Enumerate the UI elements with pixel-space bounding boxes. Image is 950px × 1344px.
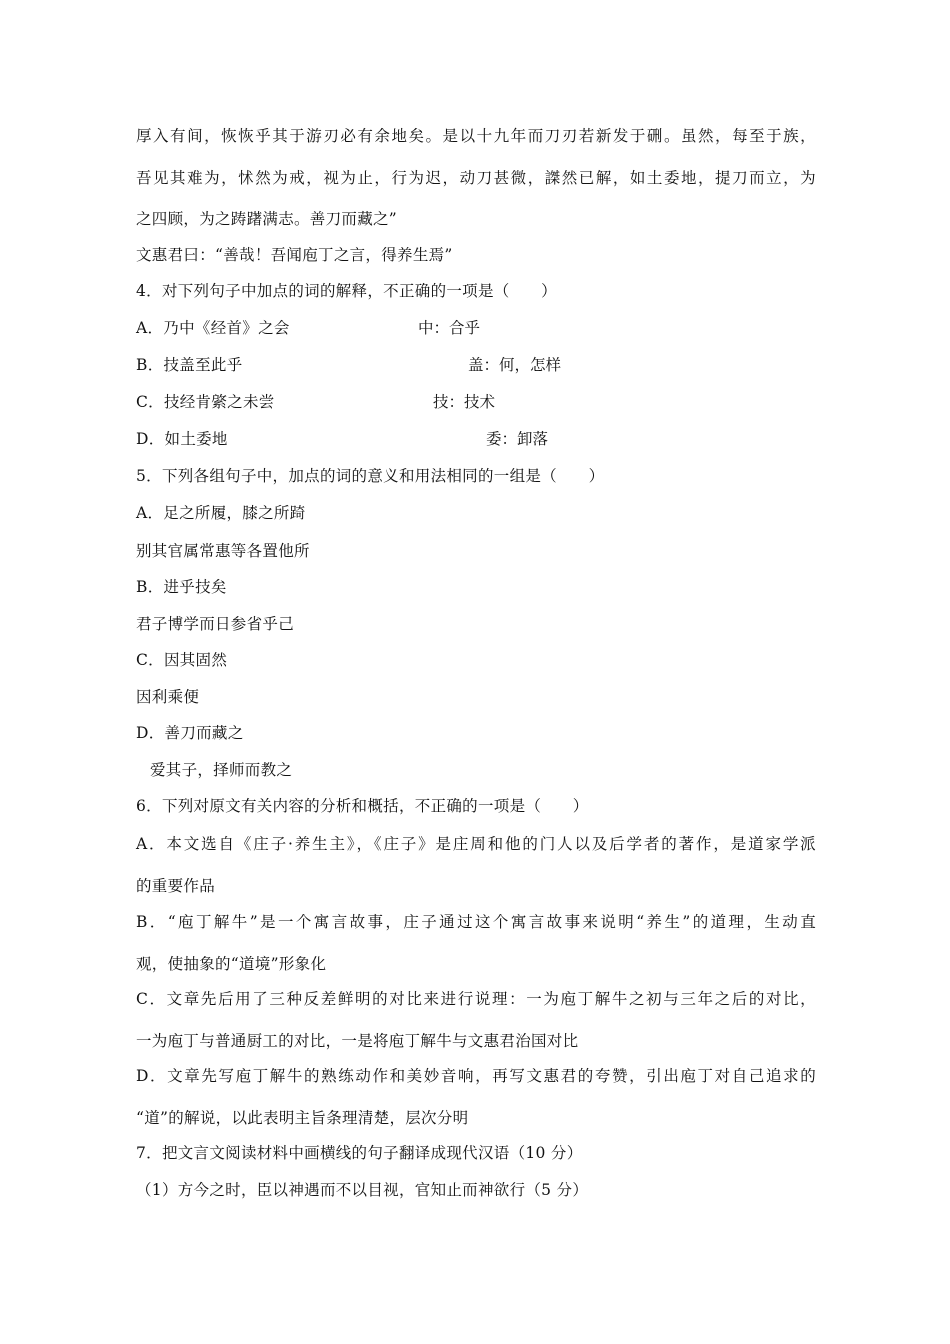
q4-option-d: D．如土委地	[136, 430, 228, 448]
question-5-stem: 5．下列各组句子中，加点的词的意义和用法相同的一组是（ ）	[136, 467, 605, 485]
q5-option-d-line1: D．善刀而藏之	[136, 724, 244, 742]
q6-option-a-line1: A．本文选自《庄子·养生主》，《庄子》是庄周和他的门人以及后学者的著作，是道家学派	[136, 835, 816, 853]
q6-option-b-line1: B．“庖丁解牛”是一个寓言故事，庄子通过这个寓言故事来说明“养生”的道理，生动直	[136, 913, 816, 931]
q6-option-a-line2: 的重要作品	[136, 877, 216, 895]
q4-option-c-gloss: 技：技术	[433, 393, 496, 411]
q5-option-d-line2: 爱其子，择师而教之	[150, 761, 293, 779]
q5-option-b-line1: B．进乎技矣	[136, 578, 227, 596]
q5-option-c-line2: 因利乘便	[136, 688, 200, 706]
q5-option-a-line2: 别其官属常惠等各置他所	[136, 542, 310, 560]
question-4-stem: 4．对下列句子中加点的词的解释，不正确的一项是（ ）	[136, 282, 557, 300]
passage-line-2: 吾见其难为，怵然为戒，视为止，行为迟，动刀甚微，謋然已解，如土委地，提刀而立，为	[136, 169, 816, 187]
question-7-stem: 7．把文言文阅读材料中画横线的句子翻译成现代汉语（10 分）	[136, 1144, 583, 1162]
q6-option-c-line2: 一为庖丁与普通厨工的对比，一是将庖丁解牛与文惠君治国对比	[136, 1032, 579, 1050]
q4-option-b: B．技盖至此乎	[136, 356, 243, 374]
q6-option-d-line1: D．文章先写庖丁解牛的熟练动作和美妙音响，再写文惠君的夸赞，引出庖丁对自己追求的	[136, 1067, 816, 1085]
passage-line-1: 厚入有间，恢恢乎其于游刃必有余地矣。是以十九年而刀刃若新发于硎。虽然，每至于族，	[136, 127, 816, 145]
passage-line-4: 文惠君曰：“善哉！吾闻庖丁之言，得养生焉”	[136, 246, 453, 264]
q6-option-c-line1: C．文章先后用了三种反差鲜明的对比来进行说理：一为庖丁解牛之初与三年之后的对比，	[136, 990, 816, 1008]
q5-option-a-line1: A．足之所履，膝之所踦	[136, 504, 306, 522]
q4-option-b-gloss: 盖：何，怎样	[468, 356, 562, 374]
q5-option-b-line2: 君子博学而日参省乎己	[136, 615, 295, 633]
q7-subquestion-1: （1）方今之时，臣以神遇而不以目视，官知止而神欲行（5 分）	[136, 1181, 589, 1199]
q4-option-a: A．乃中《经首》之会	[136, 319, 290, 337]
q6-option-d-line2: “道”的解说，以此表明主旨条理清楚，层次分明	[136, 1109, 469, 1127]
q6-option-b-line2: 观，使抽象的“道境”形象化	[136, 955, 327, 973]
q4-option-c: C．技经肯綮之未尝	[136, 393, 275, 411]
q4-option-a-gloss: 中：合乎	[418, 319, 481, 337]
passage-line-3: 之四顾，为之踌躇满志。善刀而藏之”	[136, 210, 398, 228]
question-6-stem: 6．下列对原文有关内容的分析和概括，不正确的一项是（ ）	[136, 797, 589, 815]
q5-option-c-line1: C．因其固然	[136, 651, 228, 669]
q4-option-d-gloss: 委：卸落	[486, 430, 549, 448]
